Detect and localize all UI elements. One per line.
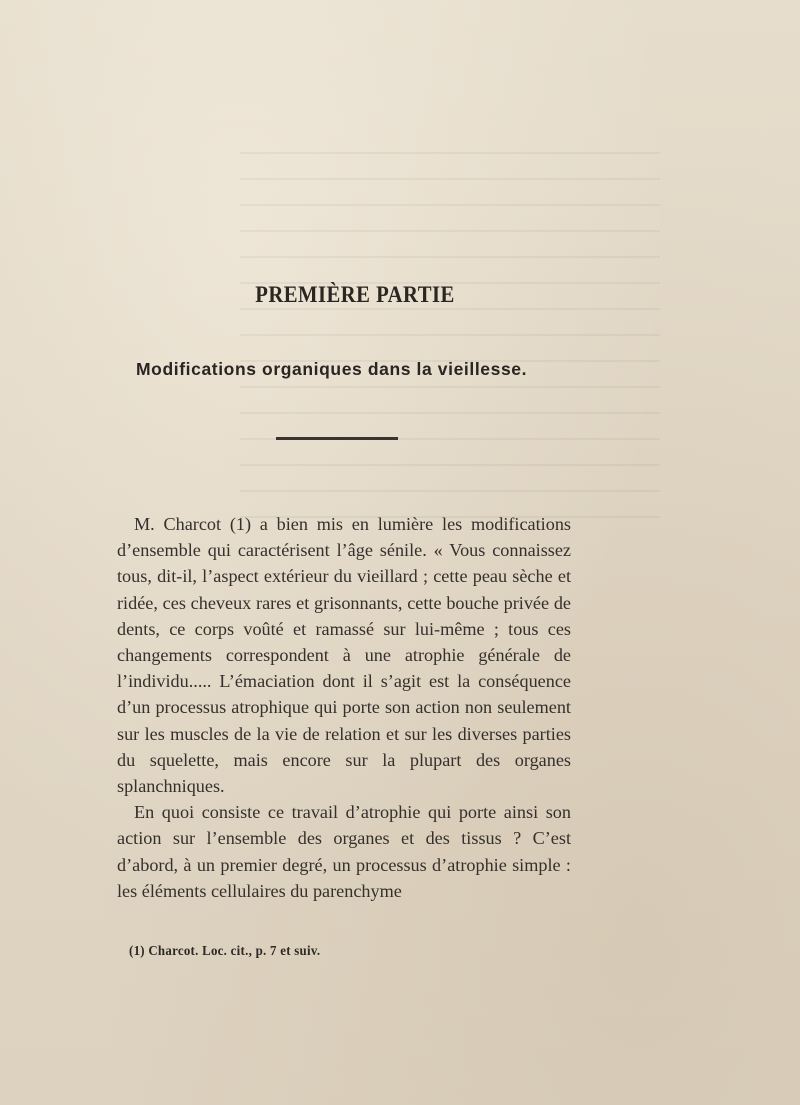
show-through-texture — [240, 140, 660, 520]
footnote: (1) Charcot. Loc. cit., p. 7 et suiv. — [129, 944, 321, 959]
separator-rule — [276, 437, 398, 440]
paragraph: M. Charcot (1) a bien mis en lumière les modifications d’ensemble qui caractérisent l’âge sénile. « Vous connaissez tous, dit-il, l’aspect extérieur du vieillard ; cette peau sèche et ridée, ces cheveux rares et grisonnants, cette bouche privée de dents, ce corps voûté et ramassé sur lui-même ; tous ces changements correspondent à une atrophie générale de l’individu..... L’émaciation dont il s’agit est la conséquence d’un processus atrophique qui porte son action non seulement sur les muscles de la vie de relation et sur les diverses parties du squelette, mais encore sur la plupart des organes splanchniques. — [117, 514, 571, 797]
body-text — [117, 511, 571, 904]
section-title: Modifications organiques dans la vieillesse. — [136, 359, 528, 379]
paragraph: En quoi consiste ce travail d’atrophie qui porte ainsi son action sur l’ensemble des organes et des tissus ? C’est d’abord, à un premier degré, un processus d’atrophie simple : les éléments cellulaires du parenchyme — [117, 802, 571, 901]
part-title: PREMIÈRE PARTIE — [255, 282, 455, 307]
